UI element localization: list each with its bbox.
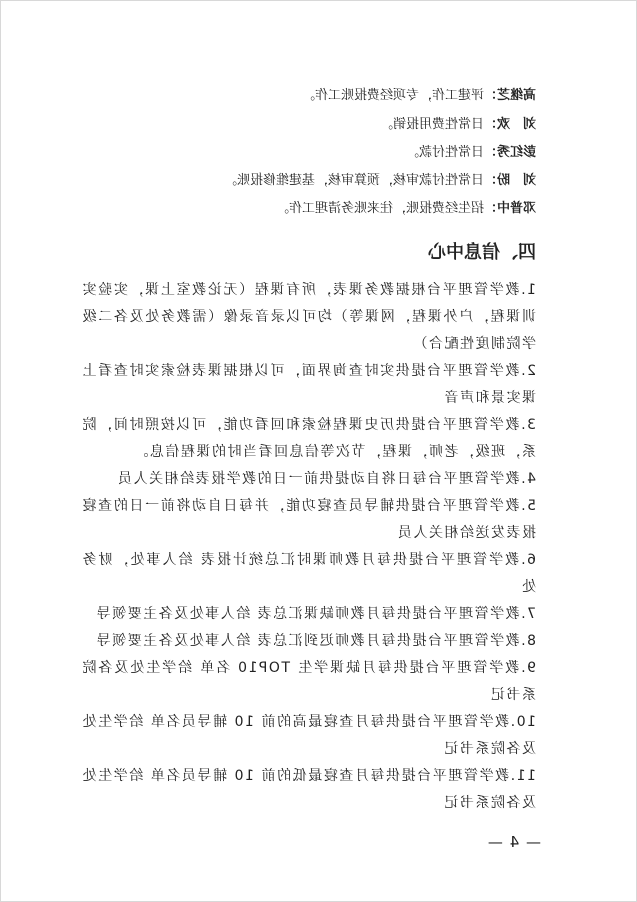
duty-text: 招生经费报账，往来账务清理工作。	[275, 201, 484, 216]
duty-line: 邓普中：招生经费报账，往来账务清理工作。	[275, 201, 536, 216]
list-item: 5.教学管理平台提供辅导员查寝功能，并每日自动将前一日的查寝报表发送给相关人员	[81, 498, 536, 541]
list-item: 1.教学管理平台根据教务课表，所有课程（无论教室上课，实验实训课程，户外课程，网课等）均可以录音录像（需教务处及各二级学院制度性配合）	[81, 282, 536, 352]
staff-name: 高继芝	[496, 88, 536, 103]
duty-text: 日常性费用报销。	[379, 117, 484, 132]
item-list	[81, 277, 536, 817]
page-number: — 4 —	[486, 833, 541, 851]
list-item: 10.教学管理平台提供每月查寝最高的前 10 辅导员名单 给学生处及各院系书记	[81, 714, 536, 757]
list-item: 8.教学管理平台提供每月教师迟到汇总表 给人事处及各主要领导	[95, 633, 536, 649]
list-item: 2.教学管理平台提供实时查询界面，可以根据课表检索实时查看上课实景和声音	[81, 363, 536, 406]
duty-line: 刘 欢：日常性费用报销。	[379, 117, 536, 132]
duty-line: 刘 盼：日常性付款审核，预算审核，基建维修报账。	[223, 173, 536, 188]
duty-text: 评建工作，专项经费报账工作。	[301, 88, 484, 103]
duty-line: 彭红秀：日常性付款。	[405, 145, 536, 160]
duty-text: 日常性付款。	[405, 145, 484, 160]
list-item: 3.教学管理平台提供历史课程检索和回看功能，可以按照时间，院系，班级，老师，课程，节次等信息回看当时的课程信息。	[81, 417, 536, 460]
list-item: 9.教学管理平台提供每月缺课学生 TOP10 名单 给学生处及各院系书记	[81, 660, 536, 703]
staff-name: 邓普中	[496, 201, 536, 216]
list-item: 7.教学管理平台提供每月教师缺课汇总表 给人事处及各主要领导	[95, 606, 536, 622]
duty-line: 高继芝：评建工作，专项经费报账工作。	[301, 88, 536, 103]
section-heading: 四、信息中心	[428, 242, 536, 263]
list-item: 11.教学管理平台提供每月查寝最低的前 10 辅导员名单 给学生处及各院系书记	[81, 768, 536, 811]
list-item: 6.教学管理平台提供每月教师课时汇总统计报表 给人事处，财务处	[81, 552, 536, 595]
staff-name: 刘 盼	[496, 173, 536, 188]
staff-name: 刘 欢	[496, 117, 536, 132]
list-item: 4.教学管理平台每日将自动提供前一日的教学报表给相关人员	[116, 471, 536, 487]
staff-name: 彭红秀	[496, 145, 536, 160]
duty-text: 日常性付款审核，预算审核，基建维修报账。	[223, 173, 484, 188]
